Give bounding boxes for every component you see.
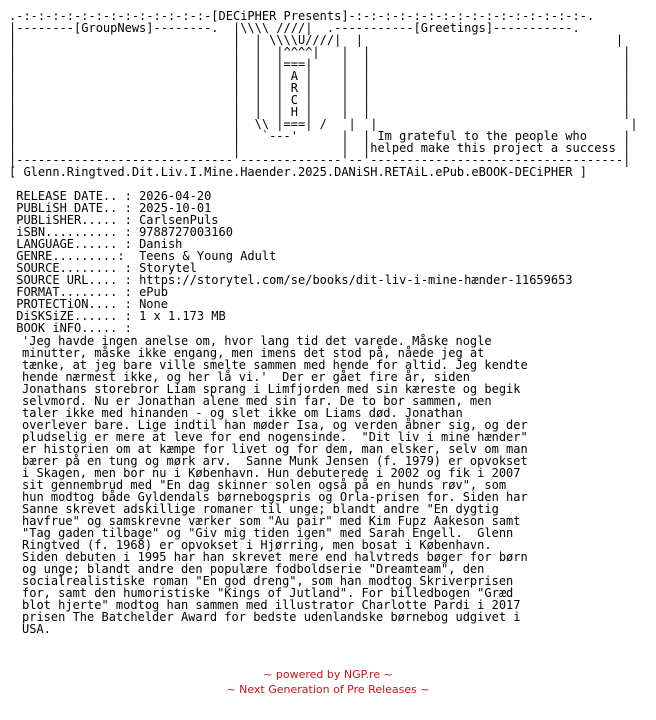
release-date: 2026-04-20: [139, 189, 212, 203]
source-url: https://storytel.com/se/books/dit-liv-i-mine-hænder-11659653: [139, 273, 573, 287]
format: ePub: [139, 285, 168, 299]
source: Storytel: [139, 261, 197, 275]
language: Danish: [139, 237, 183, 251]
footer-tagline: ~ Next Generation of Pre Releases ~: [226, 683, 430, 696]
footer-powered-by: ~ powered by NGP.re ~: [263, 668, 393, 681]
book-description: 'Jeg havde ingen anelse om, hvor lang tid det varede. Måske nogle minutter, måske ikke engang, men imens det stod på, nåede jeg at tænke, at jeg bare ville smelte sammen med hende for altid. Jeg kendte hende nærmest ikke, og her lå vi.' Der er gået fire år, siden Jonathans storebror Liam sprang i Limfjorden med sin kæreste og begik selvmord. Nu er Jonathan alene med sin far. De to bor sammen, men taler ikke med hinanden - og slet ikke om Liams død. Jonathan overlever bare. Lige indtil han møder Isa, og verden åbner sig, og der pludselig er mere at leve for end nogensinde. "Dit liv i mine hænder" er historien om at kæmpe for livet og for dem, man elsker, selv om man bærer på en tung og mørk arv. Sanne Munk Jensen (f. 1979) er opvokset i Skagen, men bor nu i København. Hun debuterede i 2002 og fik i 2007 sit gennembrud med "En dag skinner solen også på en hunds røv", som hun modtog både Gyldendals børnebogspris og Orla-prisen for. Siden har Sanne skrevet adskillige romaner til unge; blandt andre "En dygtig havfrue" og samskrevne værker som "Au pair" med Kim Fupz Aakeson samt "Tag gaden tilbage" og "Giv mig tiden igen" med Sarah Engell. Glenn Ringtved (f. 1968) er opvokset i Hjørring, men bosat i København. Siden debuten i 1995 har han skrevet mere end halvtreds bøger for børn og unge; blandt andre den populære fodboldserie "Dreamteam", den socialrealistiske roman "En god dreng", som han modtog Skriverprisen for, samt den humoristiske "Kings of Jutland". For billedbogen "Græd blot hjerte" modtog han sammen med illustrator Charlotte Pardi i 2017 prisen The Batchelder Award for bedste udenlandske børnebog udgivet i USA.: [22, 334, 528, 636]
banner: .-:-:-:-:-:-:-:-:-:-:-:-:-:-[DECiPHER Presents]-:-:-:-:-:-:-:-:-:-:-:-:-:-:-:-:-.: [9, 9, 595, 23]
ascii-frame: |--------[GroupNews]--------. |\\\\ ////| .-----------[Greetings]-----------. | | | \\\\U////| | | | | | |^^^^| | | | | | | |===| | | | | | | | A | | | | | | | | R | | | | | | | | C | | | | | | | | H | | | | | | \\ |===| / | | | | | `---' | | Im grateful to the people who | | | | |helped make this project a success | |------------------------------'--------------'--'-----------------------------------|: [9, 21, 638, 167]
protection: None: [139, 297, 168, 311]
publisher: CarlsenPuls: [139, 213, 219, 227]
release-name: [ Glenn.Ringtved.Dit.Liv.I.Mine.Haender.2025.DANiSH.RETAiL.ePub.eBOOK-DECiPHER ]: [9, 165, 587, 179]
genre: Teens & Young Adult: [139, 249, 277, 263]
disksize: 1 x 1.173 MB: [139, 309, 226, 323]
publish-date: 2025-10-01: [139, 201, 212, 215]
release-info: RELEASE DATE.. : 2026-04-20 PUBLiSH DATE.. : 2025-10-01 PUBLiSHER..... : CarlsenPuls iSBN.......... : 9788727003160 LANGUAGE...... : Danish GENRE.........: Teens & Young Adult SOURCE........ : Storytel SOURCE URL.... : https://storytel.com/se/books/dit-liv-i-mine-hænder-11659653 FORMAT........ : ePub PROTECTiON.... : None DiSKSiZE...... : 1 x 1.173 MB BOOK iNFO..... :: [16, 189, 573, 335]
isbn: 9788727003160: [139, 225, 233, 239]
nfo-header: [9, 10, 638, 178]
